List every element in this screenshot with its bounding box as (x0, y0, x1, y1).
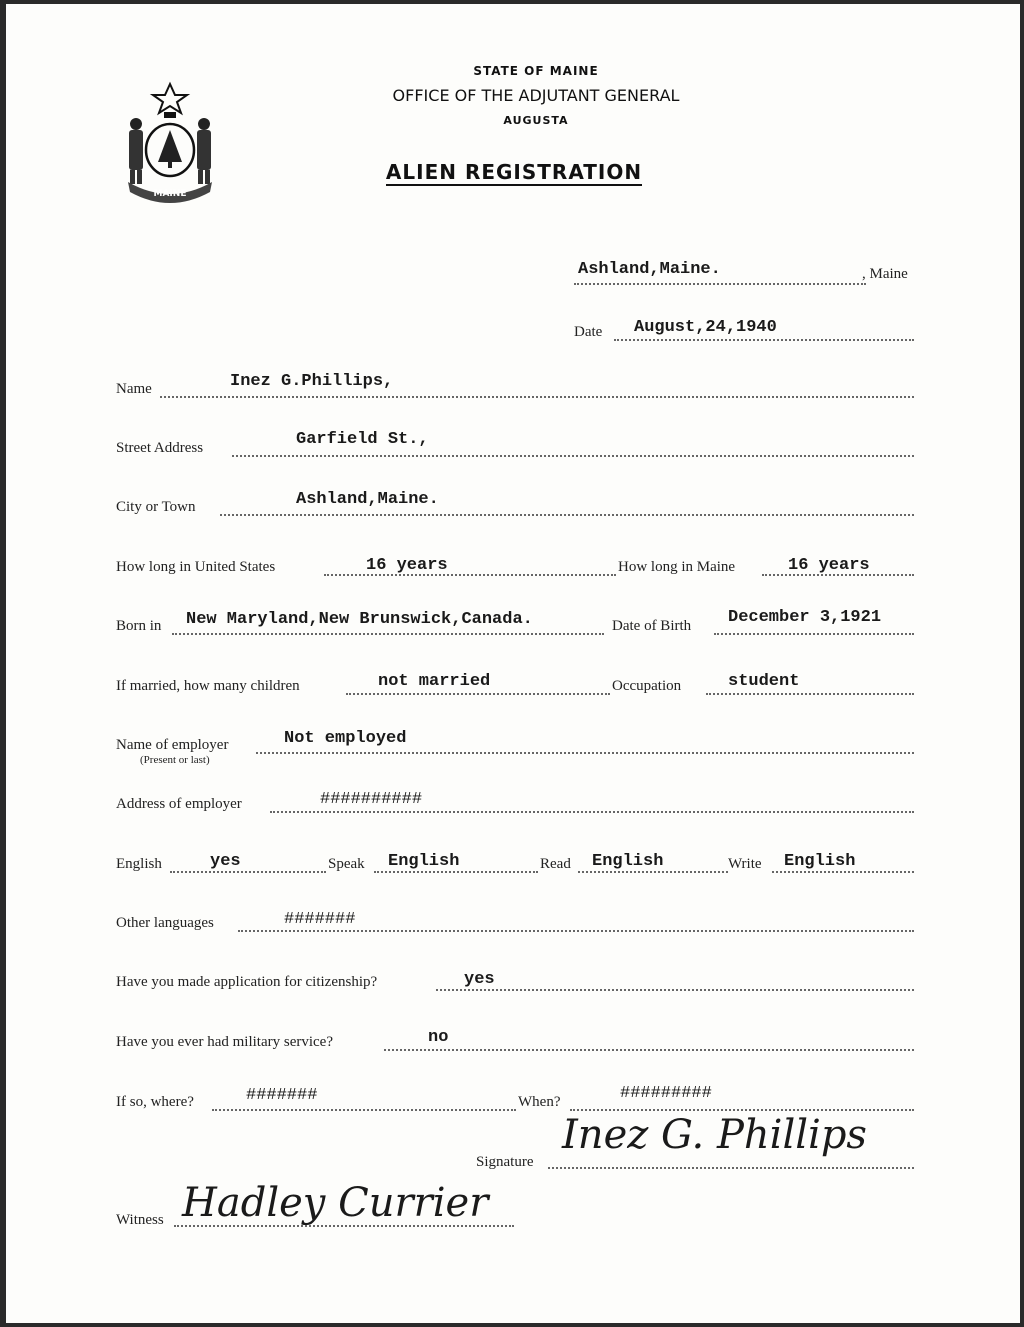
city-town-label: City or Town (116, 499, 196, 515)
occupation-value: student (728, 672, 800, 691)
how-long-us-value: 16 years (366, 556, 448, 575)
citizenship-line (436, 989, 914, 991)
form-title (374, 160, 654, 184)
other-languages-line (238, 930, 914, 932)
employer-label: Name of employer (116, 737, 229, 753)
seal-lettering: MAINE (153, 189, 187, 199)
date-value: August,24,1940 (634, 318, 777, 337)
witness-value: Hadley Currier (182, 1180, 489, 1226)
dob-label: Date of Birth (612, 618, 692, 634)
occupation-label: Occupation (612, 678, 682, 694)
when-label: When? (518, 1094, 561, 1110)
how-long-us-label: How long in United States (116, 559, 276, 575)
employer-sublabel: (Present or last) (140, 754, 210, 766)
where-value: ####### (246, 1086, 318, 1105)
dob-line (714, 633, 914, 635)
military-line (384, 1049, 914, 1051)
born-in-line (172, 633, 604, 635)
children-line (346, 693, 610, 695)
employer-address-label: Address of employer (116, 796, 242, 812)
employer-address-line (270, 811, 914, 813)
city-town-value: Ashland,Maine. (296, 490, 439, 509)
street-label: Street Address (116, 440, 204, 456)
signature-label: Signature (476, 1154, 534, 1170)
signature-value: Inez G. Phillips (562, 1112, 867, 1158)
street-value: Garfield St., (296, 430, 429, 449)
place-line (574, 283, 866, 285)
speak-label: Speak (328, 856, 365, 872)
employer-line (256, 752, 914, 754)
born-in-value: New Maryland,New Brunswick,Canada. (186, 610, 533, 629)
witness-label: Witness (116, 1212, 164, 1228)
place-value: Ashland,Maine. (578, 260, 721, 279)
office-heading: OFFICE OF THE ADJUTANT GENERAL (392, 86, 680, 105)
write-line (772, 871, 914, 873)
name-label: Name (116, 381, 152, 397)
speak-value: English (388, 852, 460, 871)
city-town-line (220, 514, 914, 516)
write-value: English (784, 852, 856, 871)
where-label: If so, where? (116, 1094, 194, 1110)
form-title-text: ALIEN REGISTRATION (385, 160, 643, 184)
read-line (578, 871, 728, 873)
name-line (160, 396, 914, 398)
military-value: no (428, 1028, 449, 1047)
citizenship-value: yes (464, 970, 495, 989)
employer-address-value: ########## (320, 790, 423, 809)
when-value: ######### (620, 1084, 712, 1103)
occupation-line (706, 693, 914, 695)
document-page (6, 4, 1020, 1323)
when-line (570, 1109, 914, 1111)
children-value: not married (378, 672, 491, 691)
citizenship-label: Have you made application for citizenship? (116, 974, 378, 990)
other-languages-label: Other languages (116, 915, 214, 931)
date-line (614, 339, 914, 341)
military-label: Have you ever had military service? (116, 1034, 333, 1050)
born-in-label: Born in (116, 618, 162, 634)
read-label: Read (540, 856, 571, 872)
other-languages-value: ####### (284, 910, 356, 929)
english-line (170, 871, 326, 873)
children-label: If married, how many children (116, 678, 300, 694)
date-label: Date (574, 324, 603, 340)
english-value: yes (210, 852, 241, 871)
city-heading: AUGUSTA (503, 114, 569, 127)
dob-value: December 3,1921 (728, 608, 882, 627)
where-line (212, 1109, 516, 1111)
signature-line (548, 1167, 914, 1169)
name-value: Inez G.Phillips, (230, 372, 394, 391)
english-label: English (116, 856, 162, 872)
read-value: English (592, 852, 664, 871)
place-suffix: , Maine (862, 266, 908, 282)
street-line (232, 455, 914, 457)
employer-value: Not employed (284, 729, 407, 748)
how-long-maine-value: 16 years (788, 556, 870, 575)
maine-seal-icon (114, 80, 226, 204)
state-heading: STATE OF MAINE (473, 64, 599, 78)
how-long-maine-label: How long in Maine (618, 559, 736, 575)
speak-line (374, 871, 538, 873)
write-label: Write (728, 856, 762, 872)
